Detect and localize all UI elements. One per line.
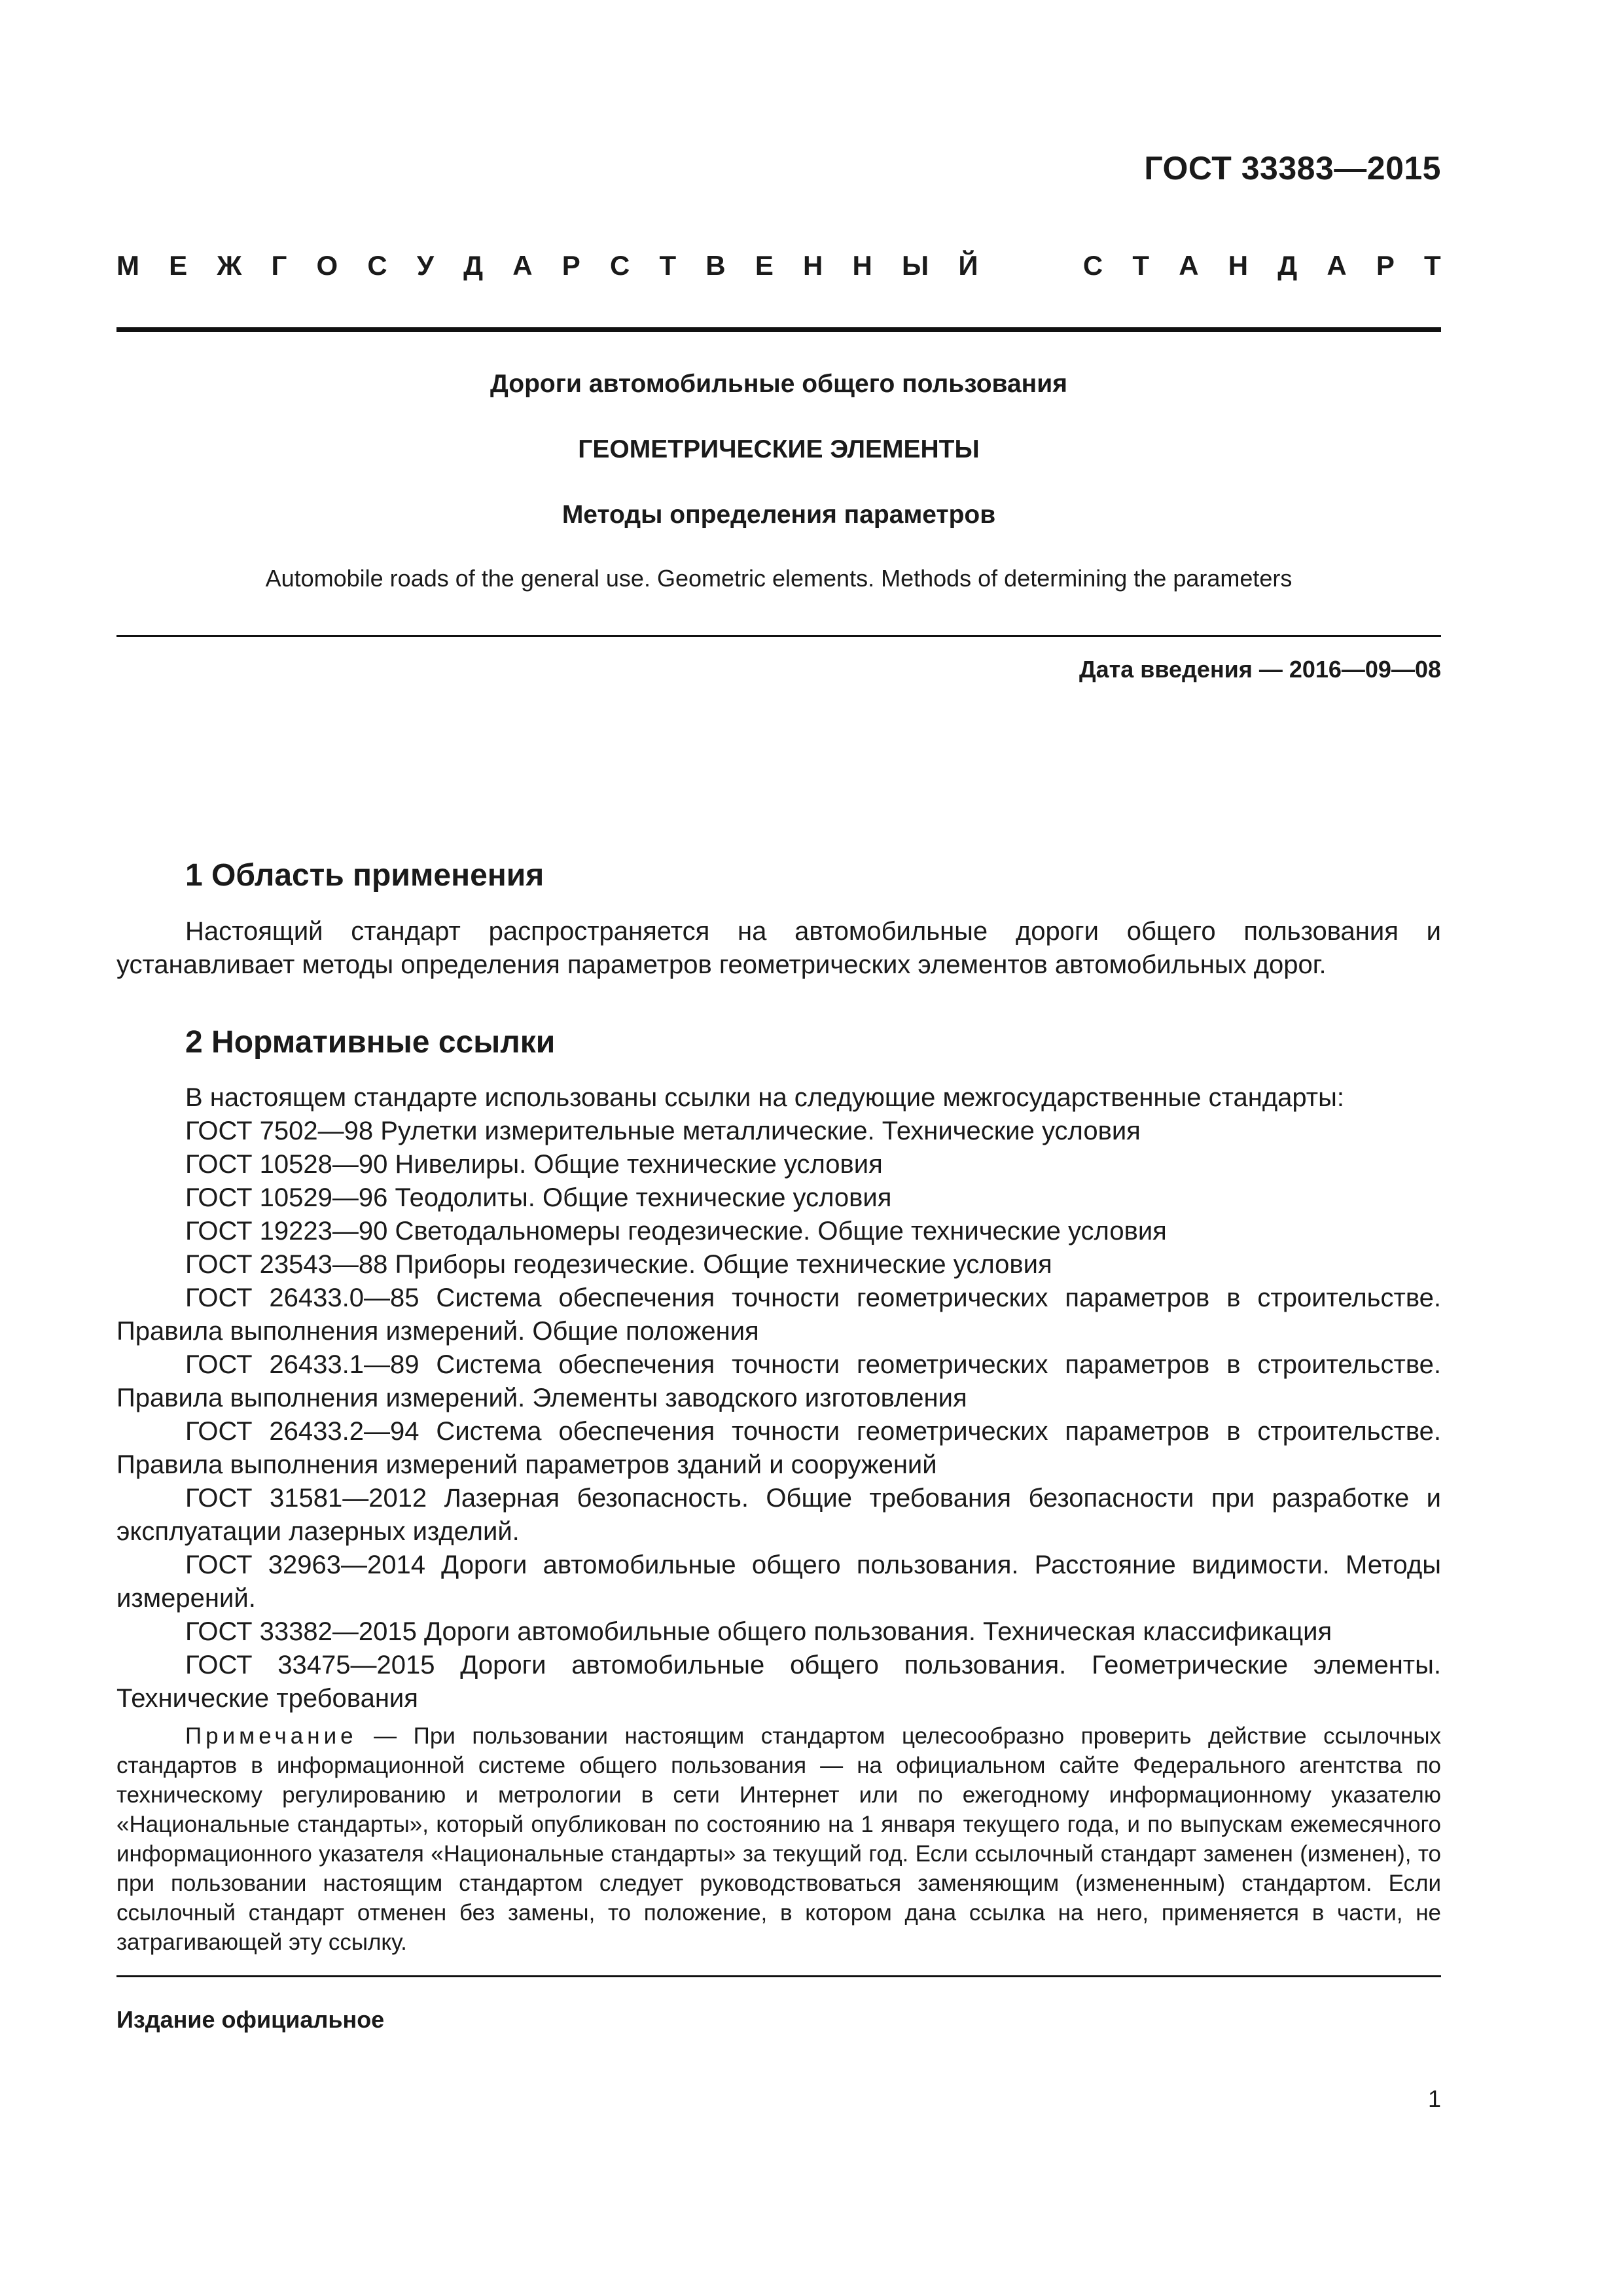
banner-letter: Г — [271, 250, 287, 281]
reference-item: ГОСТ 33475—2015 Дороги автомобильные общего пользования. Геометрические элементы. Технические требования — [116, 1651, 1441, 1713]
title-road-type: Дороги автомобильные общего пользования — [490, 370, 1067, 398]
banner-letter: Ж — [217, 250, 242, 281]
reference-item: ГОСТ 31581—2012 Лазерная безопасность. Общие требования безопасности при разработке и эксплуатации лазерных изделий. — [116, 1484, 1441, 1546]
reference-item: ГОСТ 19223—90 Светодальномеры геодезические. Общие технические условия — [185, 1217, 1167, 1246]
footer-divider — [116, 1975, 1441, 1977]
scope-paragraph: Настоящий стандарт распространяется на автомобильные дороги общего пользования и устанавливает методы определения параметров геометрических элементов автомобильных дорог. — [116, 917, 1441, 979]
reference-item: ГОСТ 26433.0—85 Система обеспечения точности геометрических параметров в строительстве. Правила выполнения измерений. Общие положения — [116, 1283, 1441, 1346]
title-divider — [116, 635, 1441, 637]
reference-item: ГОСТ 23543—88 Приборы геодезические. Общие технические условия — [185, 1250, 1052, 1279]
reference-item: ГОСТ 26433.2—94 Система обеспечения точности геометрических параметров в строительстве. Правила выполнения измерений параметров зданий и сооружений — [116, 1417, 1441, 1479]
banner-letter: Д — [1277, 250, 1298, 281]
reference-item: ГОСТ 33382—2015 Дороги автомобильные общего пользования. Техническая классификация — [185, 1617, 1332, 1646]
banner-letter: О — [316, 250, 338, 281]
banner-letter: А — [1179, 250, 1199, 281]
banner-letter: Н — [852, 250, 872, 281]
interstate-standard-banner — [116, 246, 1441, 285]
note-text: — При пользовании настоящим стандартом целесообразно проверить действие ссылочных стандартов в информационной системе общего пользования — на официальном сайте Федерального агентства по техническому регулированию и метрологии в сети Интернет или по ежегодному информационному указателю «Национальные стандарты», который опубликован по состоянию на 1 января текущего года, и по выпускам ежемесячного информационного указателя «Национальные стандарты» за текущий год. Если ссылочный стандарт заменен (изменен), то при пользовании настоящим стандартом следует руководствоваться заменяющим (измененным) стандартом. Если ссылочный стандарт отменен без замены, то положение, в котором дана ссылка на него, применяется в части, не затрагивающей эту ссылку. — [116, 1723, 1441, 1955]
banner-letter: Е — [755, 250, 774, 281]
note-label: Примечание — [185, 1723, 357, 1749]
banner-letter: М — [116, 250, 139, 281]
page-number: 1 — [1427, 2085, 1441, 2112]
official-edition-label: Издание официальное — [116, 2006, 385, 2033]
banner-letter: С — [609, 250, 630, 281]
normative-references-list — [116, 1081, 1441, 1715]
reference-item: ГОСТ 32963—2014 Дороги автомобильные общего пользования. Расстояние видимости. Методы измерений. — [116, 1551, 1441, 1613]
reference-item: ГОСТ 26433.1—89 Система обеспечения точности геометрических параметров в строительстве. Правила выполнения измерений. Элементы заводского изготовления — [116, 1350, 1441, 1412]
introduction-date: Дата введения — 2016—09—08 — [1079, 656, 1441, 683]
title-english: Automobile roads of the general use. Geometric elements. Methods of determining the parameters — [265, 565, 1293, 592]
section-1-body — [116, 915, 1441, 982]
banner-letter: У — [416, 250, 434, 281]
banner-letter: С — [1082, 250, 1103, 281]
banner-letter: Н — [1228, 250, 1249, 281]
banner-letter: А — [1327, 250, 1347, 281]
reference-item: ГОСТ 10528—90 Нивелиры. Общие технические условия — [185, 1150, 883, 1179]
reference-item: ГОСТ 10529—96 Теодолиты. Общие технические условия — [185, 1183, 892, 1212]
references-intro: В настоящем стандарте использованы ссылки на следующие межгосударственные стандарты: — [185, 1083, 1344, 1112]
reference-item: ГОСТ 7502—98 Рулетки измерительные металлические. Технические условия — [185, 1117, 1141, 1145]
banner-letter: Т — [1132, 250, 1150, 281]
references-note — [116, 1721, 1441, 1957]
banner-letter: Н — [803, 250, 823, 281]
note-paragraph — [116, 1721, 1441, 1957]
banner-letter: Т — [659, 250, 677, 281]
header-divider — [116, 327, 1441, 332]
banner-letter: Е — [169, 250, 188, 281]
banner-letter: А — [512, 250, 533, 281]
section-2-heading: 2 Нормативные ссылки — [185, 1025, 556, 1060]
banner-letter: Й — [958, 250, 978, 281]
banner-letter: Ы — [902, 250, 929, 281]
title-main: ГЕОМЕТРИЧЕСКИЕ ЭЛЕМЕНТЫ — [578, 435, 980, 463]
banner-letter: Р — [1376, 250, 1395, 281]
banner-letter: Р — [562, 250, 580, 281]
banner-letter: Т — [1424, 250, 1441, 281]
banner-letter: Д — [463, 250, 484, 281]
banner-letter: В — [705, 250, 726, 281]
section-1-heading: 1 Область применения — [185, 858, 544, 893]
document-number: ГОСТ 33383—2015 — [1144, 150, 1441, 187]
banner-letter: С — [367, 250, 387, 281]
title-subtitle: Методы определения параметров — [562, 501, 996, 529]
